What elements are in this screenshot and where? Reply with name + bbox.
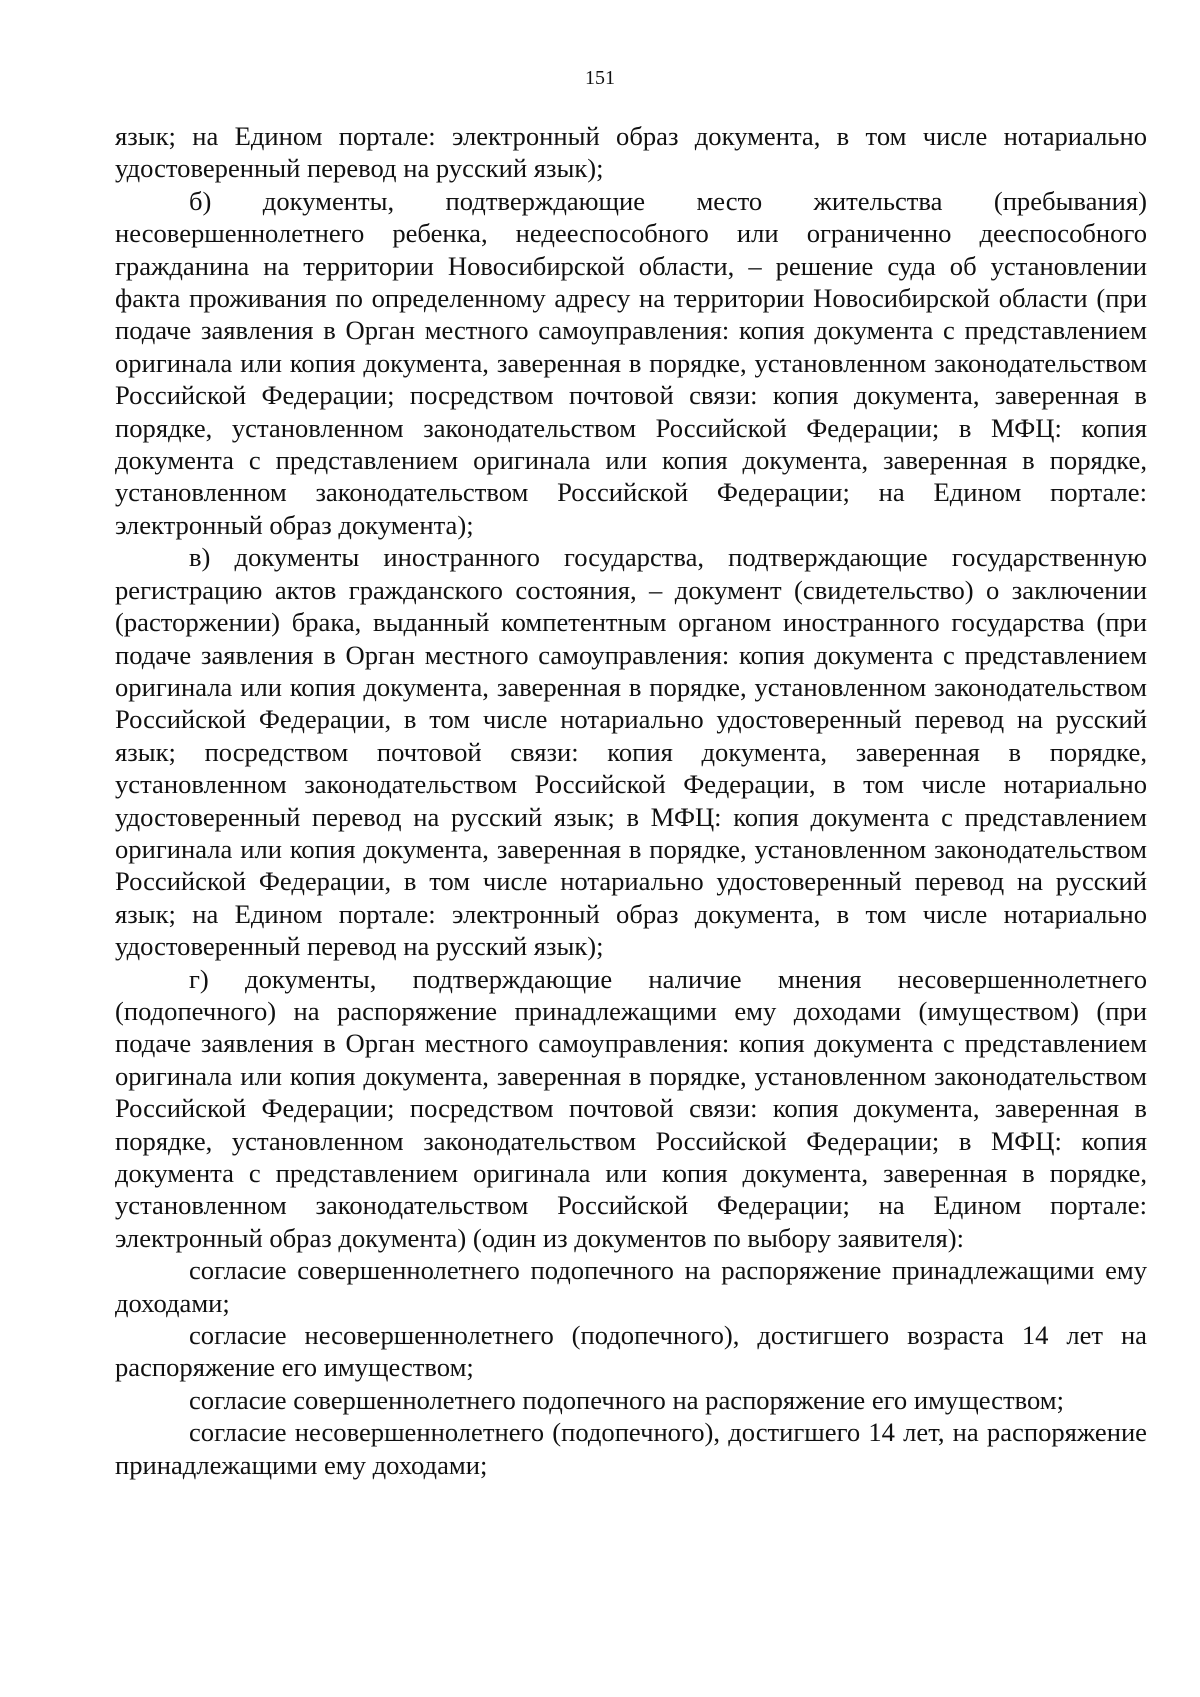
paragraph-item-b: б) документы, подтверждающие место жительства (пребывания) несовершеннолетнего ребенка, недееспособного или ограниченно дееспособного гражданина на территории Новосибирской области, – решение суда об установлении факта проживания по определенному адресу на территории Новосибирской области (при подаче заявления в Орган местного самоуправления: копия документа с представлением оригинала или копия документа, заверенная в порядке, установленном законодательством Российской Федерации; посредством почтовой связи: копия документа, заверенная в порядке, установленном законодательством Российской Федерации; в МФЦ: копия документа с представлением оригинала или копия документа, заверенная в порядке, установленном законодательством Российской Федерации; на Едином портале: электронный образ документа);	[115, 185, 1147, 540]
list-item-consent-minor-income: согласие несовершеннолетнего (подопечного), достигшего 14 лет, на распоряжение принадлежащими ему доходами;	[115, 1417, 1147, 1480]
page-number: 151	[585, 67, 615, 89]
list-item-consent-adult-income: согласие совершеннолетнего подопечного на распоряжение принадлежащими ему доходами;	[115, 1255, 1147, 1318]
paragraph-item-v: в) документы иностранного государства, подтверждающие государственную регистрацию актов гражданского состояния, – документ (свидетельство) о заключении (расторжении) брака, выданный компетентным органом иностранного государства (при подаче заявления в Орган местного самоуправления: копия документа с представлением оригинала или копия документа, заверенная в порядке, установленном законодательством Российской Федерации, в том числе нотариально удостоверенный перевод на русский язык; посредством почтовой связи: копия документа, заверенная в порядке, установленном законодательством Российской Федерации, в том числе нотариально удостоверенный перевод на русский язык; в МФЦ: копия документа с представлением оригинала или копия документа, заверенная в порядке, установленном законодательством Российской Федерации, в том числе нотариально удостоверенный перевод на русский язык; на Едином портале: электронный образ документа, в том числе нотариально удостоверенный перевод на русский язык);	[115, 542, 1147, 962]
paragraph-continuation: язык; на Едином портале: электронный образ документа, в том числе нотариально удостоверенный перевод на русский язык);	[115, 121, 1147, 184]
list-item-consent-minor-property: согласие несовершеннолетнего (подопечного), достигшего возраста 14 лет на распоряжение его имуществом;	[115, 1320, 1147, 1383]
document-body	[115, 120, 1147, 1481]
list-item-consent-adult-property: согласие совершеннолетнего подопечного на распоряжение его имуществом;	[189, 1384, 1064, 1415]
paragraph-item-g: г) документы, подтверждающие наличие мнения несовершеннолетнего (подопечного) на распоряжение принадлежащими ему доходами (имуществом) (при подаче заявления в Орган местного самоуправления: копия документа с представлением оригинала или копия документа, заверенная в порядке, установленном законодательством Российской Федерации; посредством почтовой связи: копия документа, заверенная в порядке, установленном законодательством Российской Федерации; в МФЦ: копия документа с представлением оригинала или копия документа, заверенная в порядке, установленном законодательством Российской Федерации; на Едином портале: электронный образ документа) (один из документов по выбору заявителя):	[115, 963, 1147, 1253]
